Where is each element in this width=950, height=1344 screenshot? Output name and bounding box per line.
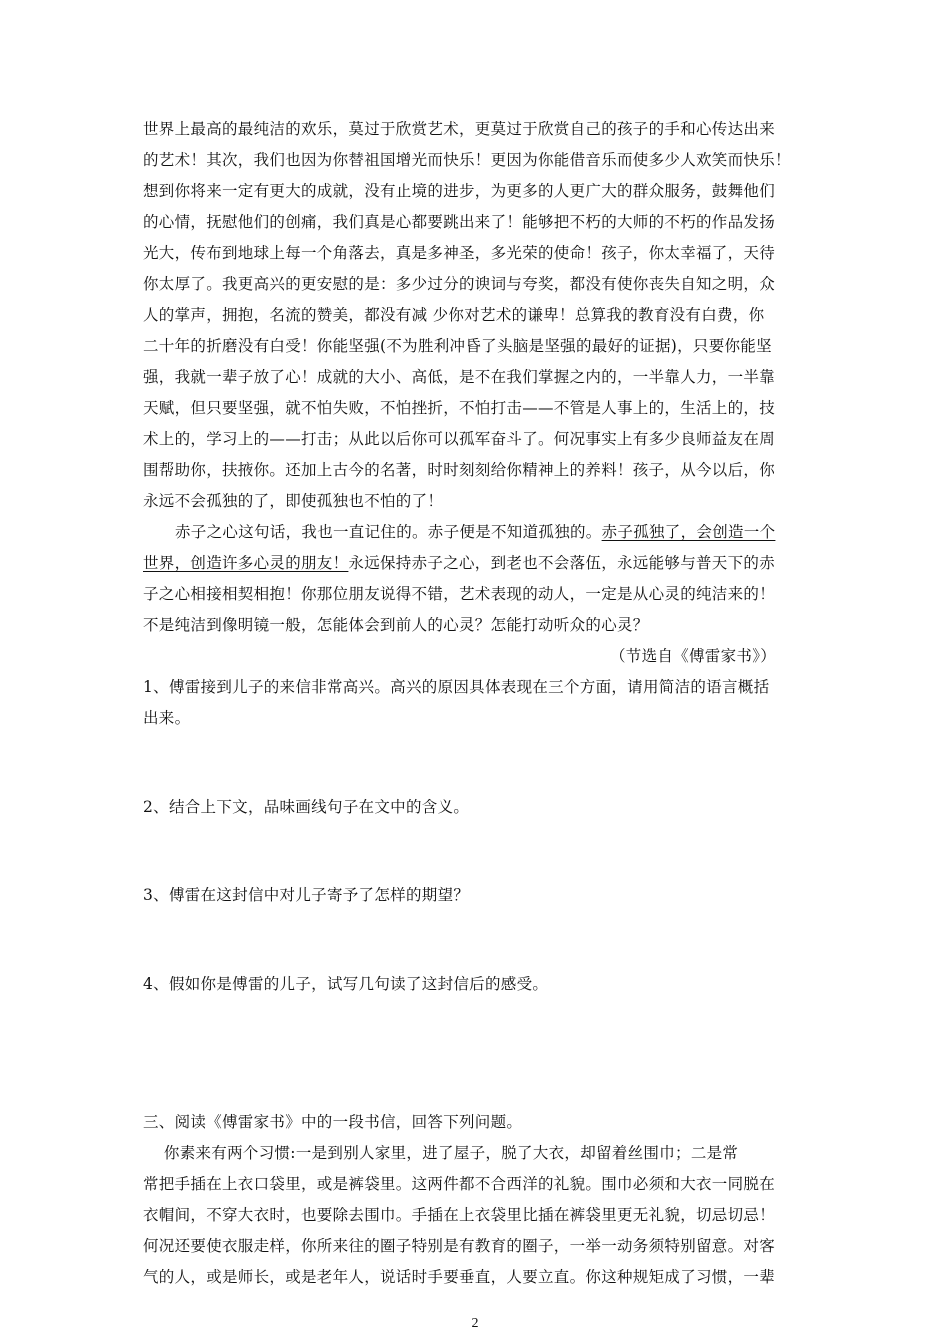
passage-line: 的艺术！其次，我们也因为你替祖国增光而快乐！更因为你能借音乐而使多少人欢笑而快乐！	[143, 151, 791, 169]
underlined-sentence: 赤子孤独了，会创造一个	[601, 523, 776, 541]
question-2: 2、结合上下文，品味画线句子在文中的含义。	[143, 798, 470, 816]
question-3: 3、傅雷在这封信中对儿子寄予了怎样的期望？	[143, 886, 470, 904]
section-3-line: 气的人，或是师长，或是老年人，说话时手要垂直，人要立直。你这种规矩成了习惯，一辈	[143, 1268, 776, 1286]
section-3-line: 衣帽间，不穿大衣时，也要除去围巾。手插在上衣袋里比插在裤袋里更无礼貌，切忌切忌！	[143, 1206, 776, 1224]
passage-line	[143, 553, 811, 573]
question-1-continued: 出来。	[143, 709, 191, 727]
passage-line: 你太厚了。我更高兴的更安慰的是：多少过分的谀词与夸奖，都没有使你丧失自知之明，众	[143, 275, 776, 293]
section-3-line: 你素来有两个习惯:一是到别人家里，进了屋子，脱了大衣，却留着丝围巾；二是常	[143, 1144, 739, 1162]
passage-line: 强，我就一辈子放了心！成就的大小、高低，是不在我们掌握之内的，一半靠人力，一半靠	[143, 368, 776, 386]
passage-line	[175, 522, 811, 542]
passage-line: 天赋，但只要坚强，就不怕失败，不怕挫折，不怕打击——不管是人事上的，生活上的，技	[143, 399, 776, 417]
passage-line: 世界上最高的最纯洁的欢乐，莫过于欣赏艺术，更莫过于欣赏自己的孩子的手和心传达出来	[143, 120, 776, 138]
passage-line: 不是纯洁到像明镜一般，怎能体会到前人的心灵？怎能打动听众的心灵？	[143, 616, 649, 634]
question-1: 1、傅雷接到儿子的来信非常高兴。高兴的原因具体表现在三个方面，请用简洁的语言概括	[143, 678, 770, 696]
passage-line: 永远不会孤独的了，即使孤独也不怕的了！	[143, 492, 444, 510]
page-number: 2	[471, 1316, 479, 1331]
passage-line: 二十年的折磨没有白受！你能坚强(不为胜利冲昏了头脑是坚强的最好的证据)，只要你能坚	[143, 337, 772, 355]
section-3-heading: 三、阅读《傅雷家书》中的一段书信，回答下列问题。	[143, 1113, 523, 1131]
section-3-line: 何况还要使衣服走样，你所来往的圈子特别是有教育的圈子，一举一动务须特别留意。对客	[143, 1237, 776, 1255]
passage-line: 人的掌声，拥抱，名流的赞美，都没有减 少你对艺术的谦卑！总算我的教育没有白费，你	[143, 306, 765, 324]
passage-line: 光大，传布到地球上每一个角落去，真是多神圣，多光荣的使命！孩子，你太幸福了，天待	[143, 244, 776, 262]
passage-line: 的心情，抚慰他们的创痛，我们真是心都要跳出来了！能够把不朽的大师的不朽的作品发扬	[143, 213, 776, 231]
passage-line: 子之心相接相契相抱！你那位朋友说得不错，艺术表现的动人，一定是从心灵的纯洁来的！	[143, 585, 776, 603]
underlined-sentence: 世界，创造许多心灵的朋友！	[143, 554, 349, 572]
question-4: 4、假如你是傅雷的儿子，试写几句读了这封信后的感受。	[143, 975, 549, 993]
passage-text: 赤子之心这句话，我也一直记住的。赤子便是不知道孤独的。	[175, 523, 602, 541]
passage-text: 永远保持赤子之心，到老也不会落伍，永远能够与普天下的赤	[348, 554, 776, 572]
source-note: （节选自《傅雷家书》）	[610, 647, 777, 665]
passage-line: 围帮助你，扶掖你。还加上古今的名著，时时刻刻给你精神上的养料！孩子，从今以后，你	[143, 461, 776, 479]
passage-line: 想到你将来一定有更大的成就，没有止境的进步，为更多的人更广大的群众服务，鼓舞他们	[143, 182, 776, 200]
passage-line: 术上的，学习上的——打击；从此以后你可以孤军奋斗了。何况事实上有多少良师益友在周	[143, 430, 776, 448]
section-3-line: 常把手插在上衣口袋里，或是裤袋里。这两件都不合西洋的礼貌。围巾必须和大衣一同脱在	[143, 1175, 776, 1193]
